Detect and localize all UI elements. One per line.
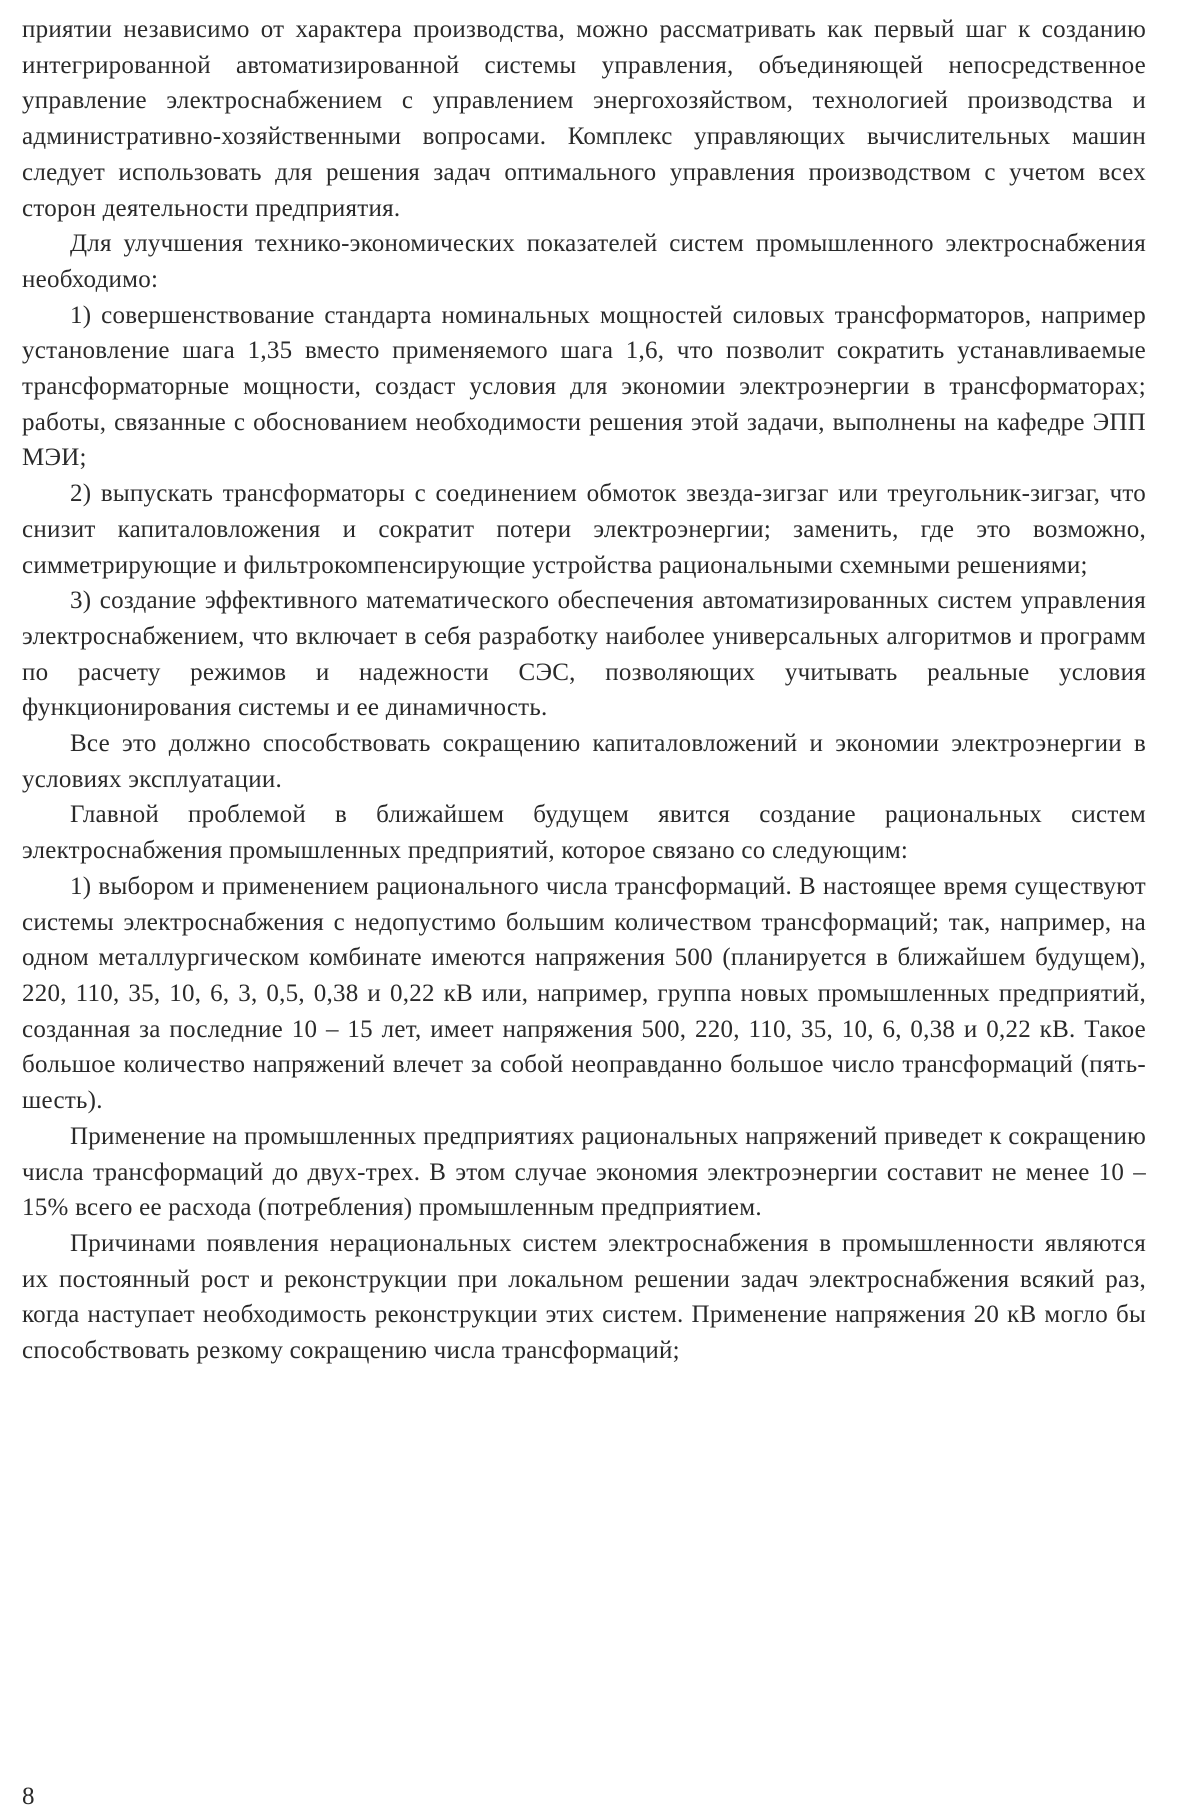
page-number: 8 <box>22 1783 35 1810</box>
paragraph-rational-voltages: Применение на промышленных предприятиях рациональных напряжений приведет к сокращению числа трансформаций до двух-трех. В этом случае экономия электроэнергии составит не менее 10 – 15% всего ее расхода (потребления) промышленным предприятием. <box>22 1122 1146 1222</box>
paragraph-savings: Все это должно способствовать сокращению капиталовложений и экономии электроэнергии в условиях эксплуатации. <box>22 730 1146 793</box>
paragraph-improvement-intro: Для улучшения технико-экономических показателей систем промышленного электроснабжения необходимо: <box>22 230 1146 293</box>
list-item-math-support: 3) создание эффективного математического обеспечения автоматизированных систем управления электроснабжением, что включает в себя разработку наиболее универсальных алгоритмов и программ по расчету режимов и надежности СЭС, позволяющих учитывать реальные условия функционирования системы и ее динамичность. <box>22 587 1146 722</box>
list-item-transformer-standard: 1) совершенствование стандарта номинальных мощностей силовых трансформаторов, например установление шага 1,35 вместо применяемого шага 1,6, что позволит сократить устанавливаемые трансформаторные мощности, создаст условия для экономии электроэнергии в трансформаторах; работы, связанные с обоснованием необходимости решения этой задачи, выполнены на кафедре ЭПП МЭИ; <box>22 301 1146 472</box>
paragraph-main-problem: Главной проблемой в ближайшем будущем явится создание рациональных систем электроснабжения промышленных предприятий, которое связано со следующим: <box>22 801 1146 865</box>
list-item-transformations: 1) выбором и применением рационального числа трансформаций. В настоящее время существуют системы электроснабжения с недопустимо большим количеством трансформаций; так, например, на одном металлургическом комбинате имеются напряжения 500 (планируется в ближайшем будущем), 220, 110, 35, 10, 6, 3, 0,5, 0,38 и 0,22 кВ или, например, группа новых промышленных предприятий, созданная за последние 10 – 15 лет, имеет напряжения 500, 220, 110, 35, 10, 6, 0,38 и 0,22 кВ. Такое большое количество напряжений влечет за собой неоправданно большое число трансформаций (пять-шесть). <box>22 872 1146 1115</box>
paragraph-continuation: приятии независимо от характера производства, можно рассматривать как первый шаг к созданию интегрированной автоматизированной системы управления, объединяющей непосредственное управление электроснабжением с управлением энергохозяйством, технологией производства и административно-хозяйственными вопросами. Комплекс управляющих вычислительных машин следует использовать для решения задач оптимального управления производством с учетом всех сторон деятельности предприятия. <box>22 16 1146 222</box>
paragraph-causes: Причинами появления нерациональных систем электроснабжения в промышленности являются их постоянный рост и реконструкции при локальном решении задач электроснабжения всякий раз, когда наступает необходимость реконструкции этих систем. Применение напряжения 20 кВ могло бы способствовать резкому сокращению числа трансформаций; <box>22 1229 1146 1365</box>
document-page <box>22 12 1146 1369</box>
list-item-winding-connection: 2) выпускать трансформаторы с соединением обмоток звезда-зигзаг или треугольник-зигзаг, что снизит капиталовложения и сократит потери электроэнергии; заменить, где это возможно, симметрирующие и фильтрокомпенсирующие устройства рациональными схемными решениями; <box>22 480 1146 579</box>
